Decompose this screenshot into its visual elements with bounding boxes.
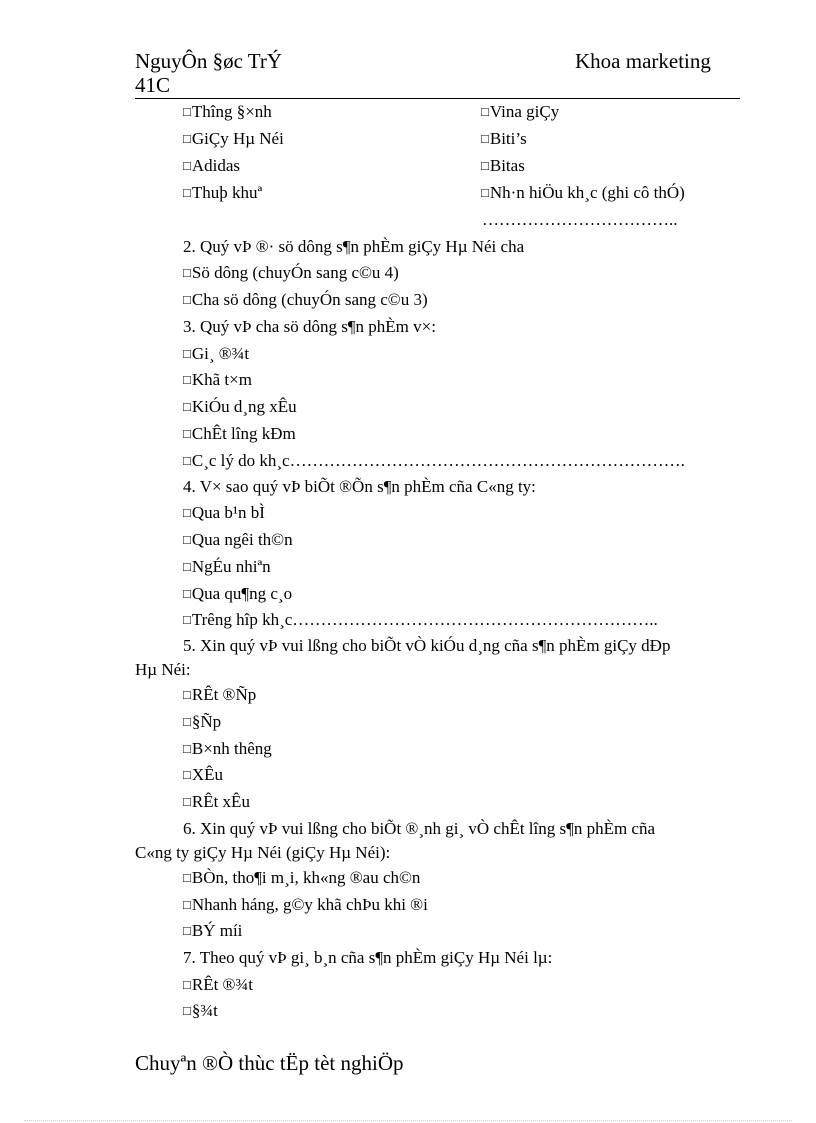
question-6: 6. Xin quý vÞ vui lßng cho biÕt ®¸nh gi¸ vÒ chÊt lîng s¶n phÈm cña <box>183 819 656 838</box>
q2-option[interactable]: □ Cha sö dông (chuyÓn sang c©u 3) <box>183 290 428 311</box>
q5-option[interactable]: □ RÊt xÊu <box>183 792 250 813</box>
header-rule <box>135 98 740 99</box>
brand-other-blank[interactable]: …………………………….. <box>482 210 678 229</box>
q6-option[interactable]: □ BÝ míi <box>183 921 242 942</box>
q2-option[interactable]: □ Sö dông (chuyÓn sang c©u 4) <box>183 263 399 284</box>
brand-option[interactable]: □ Vina giÇy <box>481 102 559 123</box>
footer-title: Chuyªn ®Ò thùc tËp tèt nghiÖp <box>135 1051 404 1075</box>
question-7: 7. Theo quý vÞ gi¸ b¸n cña s¶n phÈm giÇy Hµ Néi lµ: <box>183 948 553 967</box>
question-6-cont: C«ng ty giÇy Hµ Néi (giÇy Hµ Néi): <box>135 843 391 862</box>
page-bottom-rule <box>24 1120 792 1121</box>
department-name: Khoa marketing <box>575 49 711 73</box>
q7-option[interactable]: □ RÊt ®¾t <box>183 975 253 996</box>
brand-option[interactable]: □ Nh·n hiÖu kh¸c (ghi cô thÓ) <box>481 183 685 204</box>
brand-option[interactable]: □ GiÇy Hµ Néi <box>183 129 284 150</box>
brand-option[interactable]: □ Thuþ khuª <box>183 183 262 204</box>
q3-option[interactable]: □ ChÊt lîng kÐm <box>183 424 296 445</box>
author-name: NguyÔn §øc TrÝ <box>135 49 283 73</box>
q3-option[interactable]: □ C¸c lý do kh¸c……………………………………………………………. <box>183 451 685 472</box>
q5-option[interactable]: □ RÊt ®Ñp <box>183 685 256 706</box>
brand-option[interactable]: □ Bitas <box>481 156 525 177</box>
q7-option[interactable]: □ §¾t <box>183 1001 218 1022</box>
class-code: 41C <box>135 73 171 97</box>
brand-option[interactable]: □ Adidas <box>183 156 240 177</box>
question-2: 2. Quý vÞ ®· sö dông s¶n phÈm giÇy Hµ Néi cha <box>183 237 525 256</box>
q4-option[interactable]: □ Qua ngêi th©n <box>183 530 293 551</box>
question-4: 4. V× sao quý vÞ biÕt ®Õn s¶n phÈm cña C«ng ty: <box>183 477 536 496</box>
question-5: 5. Xin quý vÞ vui lßng cho biÕt vÒ kiÓu d¸ng cña s¶n phÈm giÇy dÐp <box>183 636 671 655</box>
question-3: 3. Quý vÞ cha sö dông s¶n phÈm v×: <box>183 317 436 336</box>
q5-option[interactable]: □ §Ñp <box>183 712 221 733</box>
q5-option[interactable]: □ XÊu <box>183 765 223 786</box>
q3-option[interactable]: □ Khã t×m <box>183 370 252 391</box>
q4-option[interactable]: □ Trêng hîp kh¸c……………………………………………………….. <box>183 610 658 631</box>
q6-option[interactable]: □ Nhanh háng, g©y khã chÞu khi ®i <box>183 895 428 916</box>
brand-option[interactable]: □ Thîng §×nh <box>183 102 272 123</box>
q4-option[interactable]: □ Qua qu¶ng c¸o <box>183 584 292 605</box>
q4-option[interactable]: □ NgÉu nhiªn <box>183 557 271 578</box>
q3-option[interactable]: □ Gi¸ ®¾t <box>183 344 249 365</box>
q3-option[interactable]: □ KiÓu d¸ng xÊu <box>183 397 297 418</box>
q4-option[interactable]: □ Qua b¹n bÌ <box>183 503 265 524</box>
q6-option[interactable]: □ BÒn, tho¶i m¸i, kh«ng ®au ch©n <box>183 868 420 889</box>
q5-option[interactable]: □ B×nh thêng <box>183 739 272 760</box>
brand-option[interactable]: □ Biti’s <box>481 129 527 150</box>
question-5-cont: Hµ Néi: <box>135 660 191 679</box>
